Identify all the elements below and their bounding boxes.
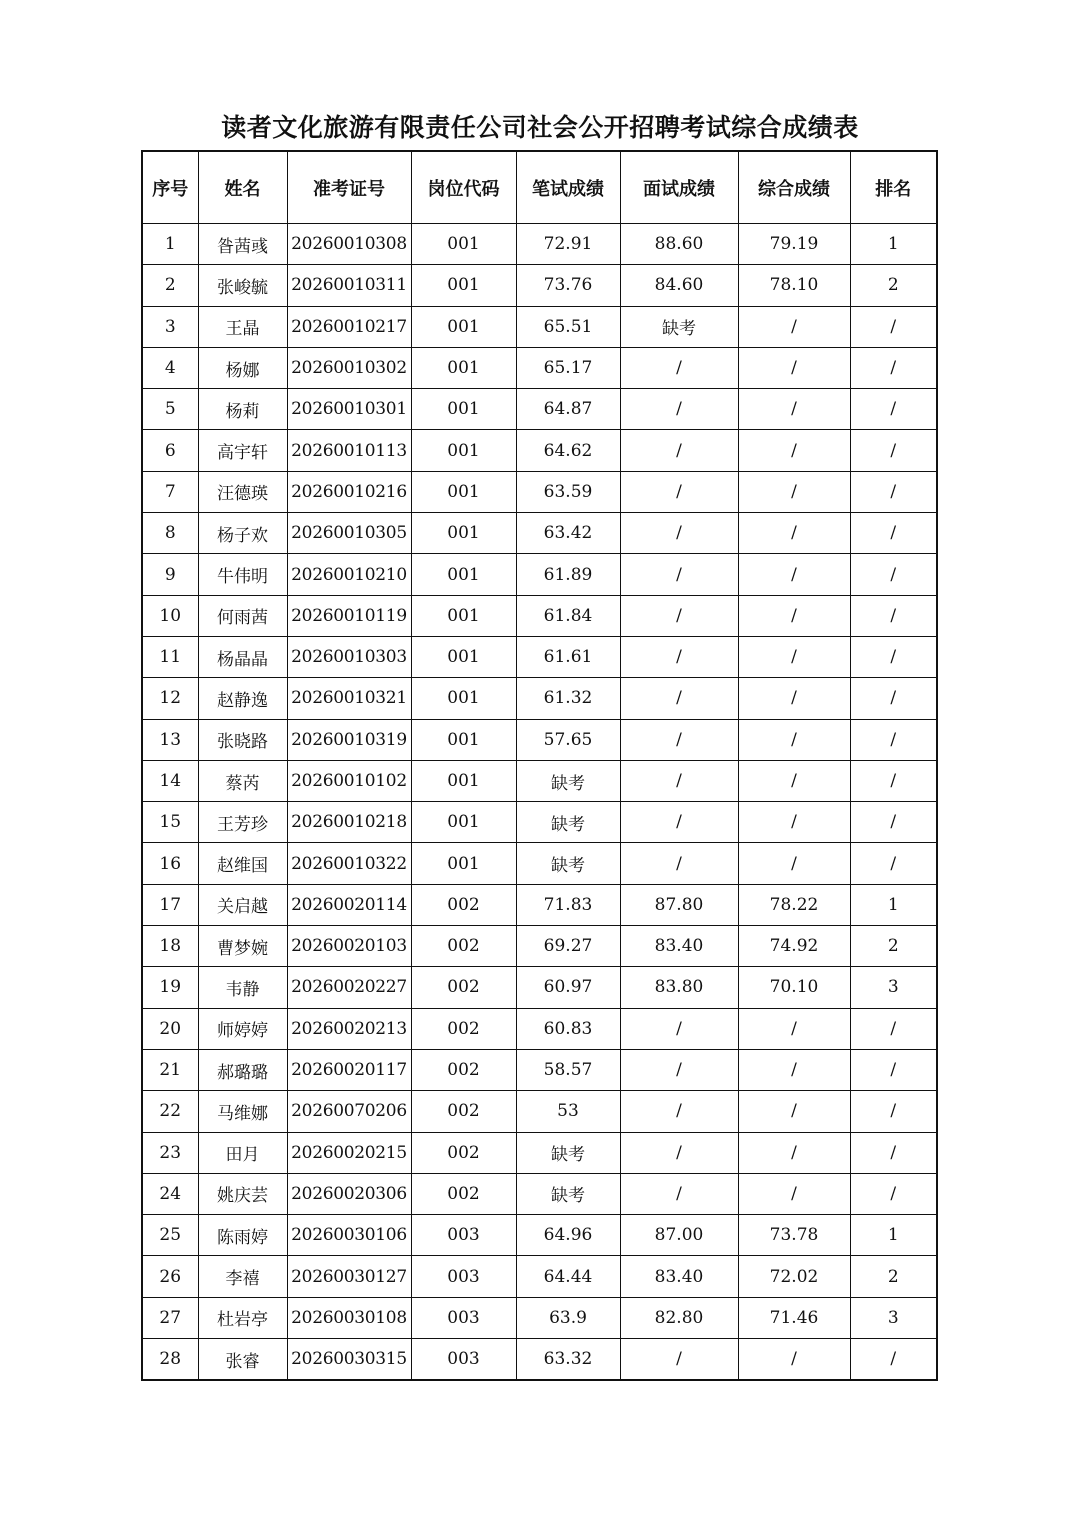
cell-total-score: / [738,802,850,843]
cell-interview-score: / [620,1091,738,1132]
cell-index: 22 [142,1091,198,1132]
cell-index: 5 [142,389,198,430]
cell-interview-score: / [620,678,738,719]
cell-position-code: 001 [411,224,516,265]
cell-exam-no: 20260020103 [287,926,411,967]
table-row [142,802,937,843]
cell-rank: / [850,1173,937,1214]
cell-name: 曹梦婉 [198,926,287,967]
cell-interview-score: / [620,760,738,801]
cell-name: 蔡芮 [198,760,287,801]
cell-total-score: / [738,554,850,595]
cell-position-code: 002 [411,1008,516,1049]
col-header-written-score: 笔试成绩 [516,151,620,224]
cell-total-score: 70.10 [738,967,850,1008]
cell-name: 陈雨婷 [198,1215,287,1256]
cell-name: 郝璐璐 [198,1049,287,1090]
cell-position-code: 002 [411,926,516,967]
cell-name: 昝茜彧 [198,224,287,265]
cell-total-score: / [738,1173,850,1214]
cell-written-score: 64.44 [516,1256,620,1297]
cell-exam-no: 20260030106 [287,1215,411,1256]
table-row [142,678,937,719]
cell-interview-score: 87.00 [620,1215,738,1256]
cell-exam-no: 20260010319 [287,719,411,760]
cell-position-code: 001 [411,430,516,471]
cell-name: 关启越 [198,884,287,925]
cell-name: 何雨茜 [198,595,287,636]
table-row [142,1091,937,1132]
cell-interview-score: / [620,347,738,388]
cell-index: 7 [142,471,198,512]
cell-index: 21 [142,1049,198,1090]
cell-index: 14 [142,760,198,801]
cell-interview-score: / [620,1339,738,1381]
cell-name: 杨晶晶 [198,636,287,677]
cell-exam-no: 20260010301 [287,389,411,430]
cell-name: 杨莉 [198,389,287,430]
cell-index: 18 [142,926,198,967]
cell-name: 汪德瑛 [198,471,287,512]
cell-interview-score: / [620,843,738,884]
table-row [142,1173,937,1214]
cell-interview-score: 82.80 [620,1297,738,1338]
cell-written-score: 57.65 [516,719,620,760]
cell-index: 26 [142,1256,198,1297]
cell-rank: 2 [850,1256,937,1297]
cell-interview-score: / [620,1008,738,1049]
cell-written-score: 71.83 [516,884,620,925]
cell-total-score: / [738,719,850,760]
col-header-total-score: 综合成绩 [738,151,850,224]
cell-rank: 3 [850,1297,937,1338]
cell-index: 4 [142,347,198,388]
cell-total-score: 79.19 [738,224,850,265]
table-row [142,1215,937,1256]
cell-name: 韦静 [198,967,287,1008]
cell-interview-score: 88.60 [620,224,738,265]
cell-position-code: 001 [411,554,516,595]
cell-position-code: 002 [411,884,516,925]
cell-rank: / [850,843,937,884]
cell-interview-score: / [620,471,738,512]
cell-index: 28 [142,1339,198,1381]
cell-exam-no: 20260020215 [287,1132,411,1173]
cell-position-code: 001 [411,760,516,801]
cell-exam-no: 20260030108 [287,1297,411,1338]
cell-total-score: / [738,430,850,471]
cell-exam-no: 20260020117 [287,1049,411,1090]
cell-exam-no: 20260010302 [287,347,411,388]
cell-written-score: 64.96 [516,1215,620,1256]
cell-total-score: / [738,389,850,430]
cell-written-score: 缺考 [516,843,620,884]
table-row [142,224,937,265]
cell-total-score: / [738,1132,850,1173]
cell-interview-score: 83.40 [620,926,738,967]
cell-index: 13 [142,719,198,760]
cell-rank: / [850,471,937,512]
cell-rank: 1 [850,224,937,265]
col-header-exam-no: 准考证号 [287,151,411,224]
cell-rank: / [850,802,937,843]
cell-rank: / [850,347,937,388]
table-row [142,554,937,595]
cell-total-score: / [738,1008,850,1049]
cell-rank: / [850,306,937,347]
cell-written-score: 58.57 [516,1049,620,1090]
cell-name: 赵静逸 [198,678,287,719]
cell-total-score: / [738,1091,850,1132]
cell-index: 9 [142,554,198,595]
cell-index: 27 [142,1297,198,1338]
cell-rank: 1 [850,1215,937,1256]
cell-index: 10 [142,595,198,636]
cell-total-score: / [738,1049,850,1090]
cell-total-score: / [738,760,850,801]
cell-name: 师婷婷 [198,1008,287,1049]
col-header-rank: 排名 [850,151,937,224]
cell-name: 马维娜 [198,1091,287,1132]
cell-interview-score: 83.40 [620,1256,738,1297]
cell-written-score: 缺考 [516,760,620,801]
cell-rank: / [850,554,937,595]
cell-written-score: 61.32 [516,678,620,719]
cell-position-code: 002 [411,1049,516,1090]
cell-position-code: 001 [411,719,516,760]
cell-position-code: 003 [411,1215,516,1256]
cell-interview-score: / [620,554,738,595]
cell-index: 6 [142,430,198,471]
cell-total-score: 78.22 [738,884,850,925]
cell-written-score: 63.59 [516,471,620,512]
cell-rank: / [850,389,937,430]
cell-total-score: / [738,471,850,512]
cell-total-score: / [738,306,850,347]
cell-index: 16 [142,843,198,884]
cell-rank: / [850,595,937,636]
cell-index: 24 [142,1173,198,1214]
cell-position-code: 001 [411,513,516,554]
cell-written-score: 72.91 [516,224,620,265]
cell-position-code: 001 [411,389,516,430]
cell-index: 11 [142,636,198,677]
table-row [142,719,937,760]
cell-index: 12 [142,678,198,719]
cell-position-code: 002 [411,1173,516,1214]
cell-rank: 1 [850,884,937,925]
cell-interview-score: / [620,389,738,430]
col-header-interview-score: 面试成绩 [620,151,738,224]
cell-name: 杜岩亭 [198,1297,287,1338]
cell-exam-no: 20260030315 [287,1339,411,1381]
cell-name: 牛伟明 [198,554,287,595]
cell-index: 3 [142,306,198,347]
cell-written-score: 64.87 [516,389,620,430]
cell-index: 1 [142,224,198,265]
cell-index: 20 [142,1008,198,1049]
cell-exam-no: 20260020227 [287,967,411,1008]
cell-index: 2 [142,265,198,306]
cell-interview-score: 84.60 [620,265,738,306]
cell-position-code: 001 [411,347,516,388]
cell-interview-score: / [620,595,738,636]
cell-position-code: 001 [411,471,516,512]
cell-position-code: 001 [411,843,516,884]
cell-name: 高宇轩 [198,430,287,471]
cell-exam-no: 20260030127 [287,1256,411,1297]
cell-exam-no: 20260010322 [287,843,411,884]
col-header-name: 姓名 [198,151,287,224]
cell-name: 张晓路 [198,719,287,760]
cell-total-score: 72.02 [738,1256,850,1297]
cell-rank: 2 [850,926,937,967]
cell-interview-score: 缺考 [620,306,738,347]
cell-written-score: 53 [516,1091,620,1132]
table-row [142,636,937,677]
cell-written-score: 61.84 [516,595,620,636]
cell-name: 李禧 [198,1256,287,1297]
cell-exam-no: 20260010119 [287,595,411,636]
cell-position-code: 003 [411,1297,516,1338]
cell-written-score: 缺考 [516,802,620,843]
cell-written-score: 63.9 [516,1297,620,1338]
cell-written-score: 60.97 [516,967,620,1008]
table-row [142,884,937,925]
cell-interview-score: 83.80 [620,967,738,1008]
score-table [141,150,938,1381]
cell-total-score: 73.78 [738,1215,850,1256]
cell-interview-score: 87.80 [620,884,738,925]
table-row [142,595,937,636]
table-row [142,430,937,471]
cell-position-code: 001 [411,678,516,719]
cell-written-score: 69.27 [516,926,620,967]
table-row [142,1297,937,1338]
cell-interview-score: / [620,513,738,554]
table-header-row [142,151,937,224]
table-row [142,1049,937,1090]
cell-written-score: 缺考 [516,1132,620,1173]
table-row [142,389,937,430]
cell-name: 姚庆芸 [198,1173,287,1214]
cell-written-score: 61.61 [516,636,620,677]
cell-position-code: 003 [411,1339,516,1381]
cell-rank: / [850,678,937,719]
cell-exam-no: 20260010303 [287,636,411,677]
cell-rank: 2 [850,265,937,306]
cell-position-code: 001 [411,802,516,843]
cell-written-score: 63.42 [516,513,620,554]
cell-total-score: 71.46 [738,1297,850,1338]
cell-interview-score: / [620,1049,738,1090]
cell-interview-score: / [620,719,738,760]
cell-rank: / [850,1008,937,1049]
cell-name: 王晶 [198,306,287,347]
cell-name: 田月 [198,1132,287,1173]
cell-rank: / [850,513,937,554]
col-header-position-code: 岗位代码 [411,151,516,224]
cell-position-code: 003 [411,1256,516,1297]
cell-index: 15 [142,802,198,843]
cell-exam-no: 20260010308 [287,224,411,265]
cell-exam-no: 20260010305 [287,513,411,554]
cell-position-code: 002 [411,1091,516,1132]
cell-total-score: / [738,513,850,554]
cell-written-score: 缺考 [516,1173,620,1214]
cell-written-score: 65.17 [516,347,620,388]
cell-total-score: / [738,347,850,388]
cell-name: 杨娜 [198,347,287,388]
cell-name: 杨子欢 [198,513,287,554]
cell-rank: / [850,430,937,471]
cell-exam-no: 20260010321 [287,678,411,719]
cell-written-score: 63.32 [516,1339,620,1381]
cell-rank: / [850,719,937,760]
cell-position-code: 002 [411,1132,516,1173]
cell-total-score: 78.10 [738,265,850,306]
cell-total-score: / [738,678,850,719]
table-row [142,265,937,306]
table-row [142,471,937,512]
cell-written-score: 64.62 [516,430,620,471]
cell-name: 王芳珍 [198,802,287,843]
cell-interview-score: / [620,636,738,677]
cell-exam-no: 20260020213 [287,1008,411,1049]
table-row [142,513,937,554]
table-row [142,760,937,801]
cell-index: 23 [142,1132,198,1173]
cell-total-score: / [738,1339,850,1381]
cell-name: 张峻毓 [198,265,287,306]
cell-interview-score: / [620,430,738,471]
cell-rank: / [850,1049,937,1090]
cell-written-score: 65.51 [516,306,620,347]
cell-written-score: 73.76 [516,265,620,306]
cell-exam-no: 20260010216 [287,471,411,512]
table-row [142,1256,937,1297]
cell-written-score: 60.83 [516,1008,620,1049]
table-row [142,306,937,347]
cell-position-code: 001 [411,595,516,636]
cell-exam-no: 20260010217 [287,306,411,347]
cell-position-code: 001 [411,306,516,347]
cell-position-code: 002 [411,967,516,1008]
cell-exam-no: 20260020114 [287,884,411,925]
cell-total-score: / [738,843,850,884]
cell-exam-no: 20260010218 [287,802,411,843]
cell-rank: / [850,1339,937,1381]
cell-position-code: 001 [411,265,516,306]
cell-index: 19 [142,967,198,1008]
cell-exam-no: 20260010311 [287,265,411,306]
cell-rank: 3 [850,967,937,1008]
table-row [142,967,937,1008]
cell-interview-score: / [620,802,738,843]
cell-rank: / [850,1091,937,1132]
cell-exam-no: 20260070206 [287,1091,411,1132]
page-title: 读者文化旅游有限责任公司社会公开招聘考试综合成绩表 [221,113,859,142]
cell-total-score: / [738,595,850,636]
col-header-index: 序号 [142,151,198,224]
cell-exam-no: 20260010113 [287,430,411,471]
table-row [142,926,937,967]
cell-total-score: 74.92 [738,926,850,967]
cell-exam-no: 20260020306 [287,1173,411,1214]
cell-exam-no: 20260010210 [287,554,411,595]
cell-interview-score: / [620,1132,738,1173]
table-row [142,843,937,884]
cell-position-code: 001 [411,636,516,677]
table-row [142,347,937,388]
cell-rank: / [850,760,937,801]
cell-rank: / [850,1132,937,1173]
cell-written-score: 61.89 [516,554,620,595]
cell-interview-score: / [620,1173,738,1214]
cell-name: 赵维国 [198,843,287,884]
table-row [142,1008,937,1049]
cell-rank: / [850,636,937,677]
cell-exam-no: 20260010102 [287,760,411,801]
table-row [142,1132,937,1173]
cell-index: 8 [142,513,198,554]
cell-name: 张睿 [198,1339,287,1381]
cell-index: 17 [142,884,198,925]
table-body [142,224,937,1381]
cell-total-score: / [738,636,850,677]
cell-index: 25 [142,1215,198,1256]
table-row [142,1339,937,1381]
